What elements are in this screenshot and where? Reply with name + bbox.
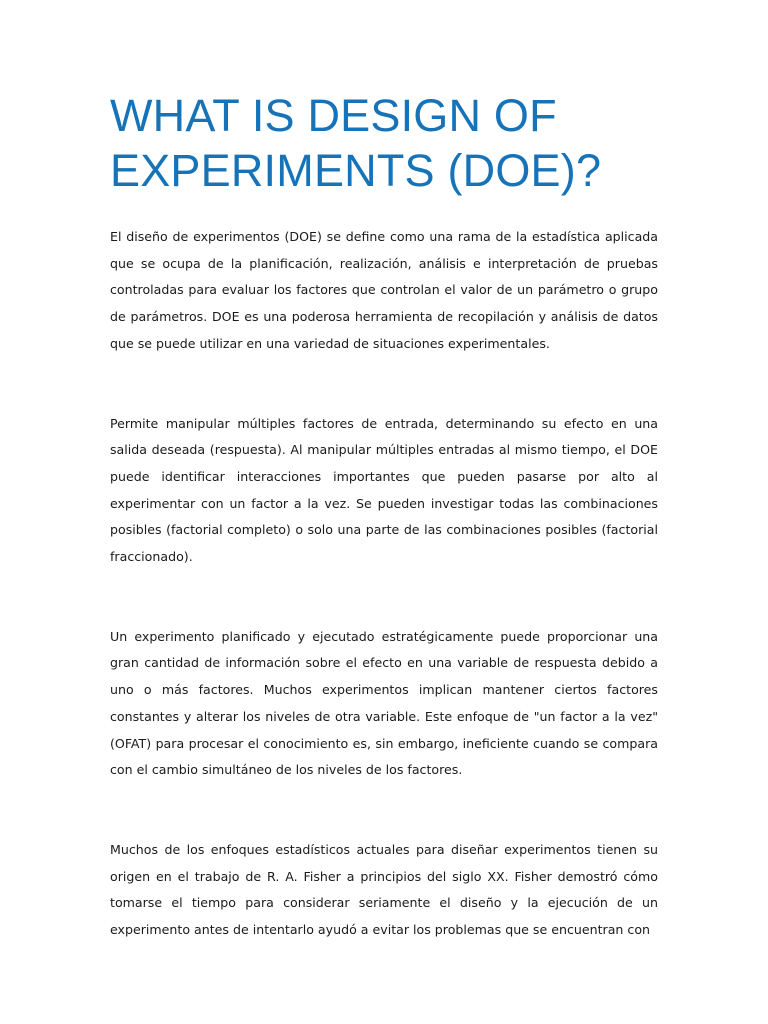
document-title: WHAT IS DESIGN OF EXPERIMENTS (DOE)? [110, 90, 602, 196]
paragraph-planned-experiment: Un experimento planificado y ejecutado estratégicamente puede proporcionar una gran cantidad de información sobre el efecto en una variable de respuesta debido a uno o más factores. Muchos experimentos implican mantener ciertos factores constantes y alterar los niveles de otra variable. Este enfoque de "un factor a la vez" (OFAT) para procesar el conocimiento es, sin embargo, ineficiente cuando se compara con el cambio simultáneo de los niveles de los factores. [110, 628, 658, 778]
paragraph-fisher-history: Muchos de los enfoques estadísticos actuales para diseñar experimentos tienen su origen en el trabajo de R. A. Fisher a principios del siglo XX. Fisher demostró cómo tomarse el tiempo para considerar seriamente el diseño y la ejecución de un experimento antes de intentarlo ayudó a evitar los problemas que se encuentran con [110, 841, 658, 938]
document-body [110, 224, 658, 997]
paragraph-doe-definition: El diseño de experimentos (DOE) se define como una rama de la estadística aplicada que se ocupa de la planificación, realización, análisis e interpretación de pruebas controladas para evaluar los factores que controlan el valor de un parámetro o grupo de parámetros. DOE es una poderosa herramienta de recopilación y análisis de datos que se puede utilizar en una variedad de situaciones experimentales. [110, 229, 658, 351]
paragraph-multiple-factors: Permite manipular múltiples factores de entrada, determinando su efecto en una salida deseada (respuesta). Al manipular múltiples entradas al mismo tiempo, el DOE puede identificar interacciones importantes que pueden pasarse por alto al experimentar con un factor a la vez. Se pueden investigar todas las combinaciones posibles (factorial completo) o solo una parte de las combinaciones posibles (factorial fraccionado). [110, 415, 658, 565]
